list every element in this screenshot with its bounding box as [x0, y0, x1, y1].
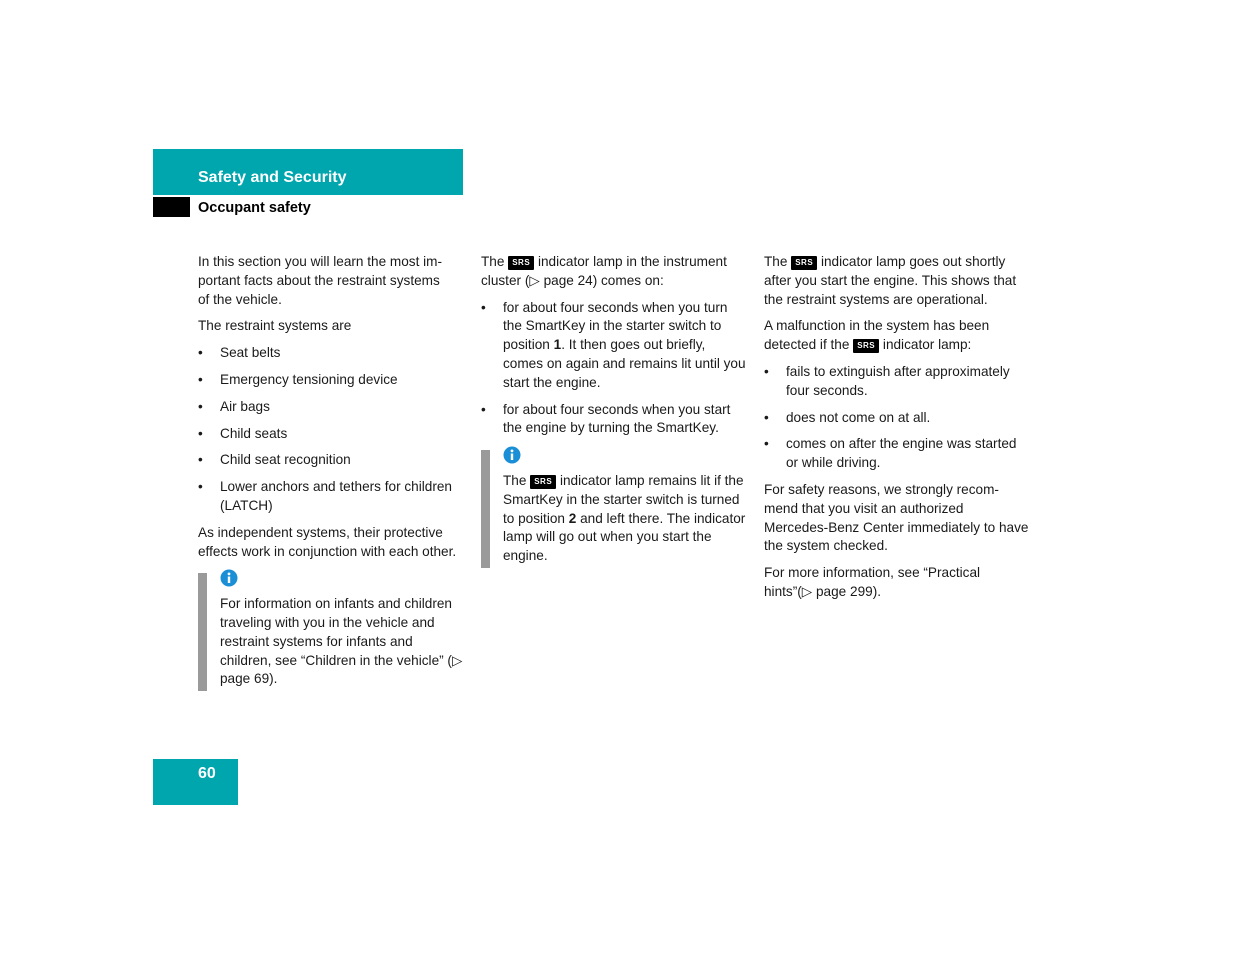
- info-note: [198, 569, 464, 689]
- srs-indicator-icon: SRS: [508, 256, 534, 270]
- page-number: 60: [198, 765, 216, 782]
- srs-off-paragraph: The SRS indicator lamp goes out shortly after you start the engine. This shows that the restraint systems are operational.: [764, 254, 1017, 307]
- list-item: • does not come on at all.: [764, 409, 931, 425]
- srs-paragraph: The SRS indicator lamp in the instrument cluster (▷ page 24) comes on:: [481, 254, 727, 288]
- info-icon: [503, 446, 747, 470]
- malfunction-list: [764, 363, 1030, 473]
- column-1: [198, 253, 464, 689]
- list-intro: The restraint systems are: [198, 318, 352, 334]
- malfunction-paragraph: A malfunction in the system has been detected if the SRS indicator lamp:: [764, 318, 990, 353]
- list-item: • for about four seconds when you start the engine by turning the SmartKey.: [481, 401, 731, 436]
- list-item: • Seat belts: [198, 345, 281, 361]
- list-item: • Emergency tensioning device: [198, 371, 398, 387]
- column-2: [481, 253, 747, 566]
- srs-indicator-icon: SRS: [791, 256, 817, 270]
- list-item: • for about four seconds when you turn the SmartKey in the starter switch to position 1. It then goes out briefly, comes on again and remains lit until you start the engine.: [481, 299, 746, 390]
- column-3: [764, 253, 1030, 610]
- section-title: Safety and Security: [198, 169, 347, 186]
- note-bar: [198, 573, 207, 691]
- list-item: • Air bags: [198, 398, 270, 414]
- srs-indicator-icon: SRS: [530, 475, 556, 489]
- info-icon: [220, 569, 464, 593]
- list-item: • Child seats: [198, 425, 288, 441]
- list-item: • fails to extinguish after approximately four seconds.: [764, 363, 1010, 398]
- srs-list: [481, 299, 747, 439]
- srs-indicator-icon: SRS: [853, 339, 879, 353]
- note-text: For information on infants and children traveling with you in the vehicle and restraint systems for infants and children, see “Children in the vehicle” (▷ page 69).: [220, 596, 463, 687]
- list-item: • comes on after the engine was started or while driving.: [764, 436, 1017, 471]
- subsection-marker: [153, 197, 190, 217]
- info-note: The SRS indicator lamp remains lit if the SmartKey in the starter switch is turned to position 2 and left there. The indicator lamp will go out when you start the engine.: [481, 446, 747, 566]
- subsection-title: Occupant safety: [198, 200, 311, 216]
- list-item: • Child seat recognition: [198, 452, 351, 468]
- safety-paragraph: For safety reasons, we strongly recom-mend that you visit an authorized Mercedes-Benz Center immediately to have the system checked.: [764, 481, 1029, 554]
- more-info-paragraph: For more information, see “Practical hints”(▷ page 299).: [764, 565, 981, 599]
- page-number-box: [153, 759, 238, 805]
- list-item: • Lower anchors and tethers for children (LATCH): [198, 479, 452, 513]
- restraint-list: [198, 344, 464, 516]
- outro-paragraph: As independent systems, their protective effects work in conjunction with each other.: [198, 524, 457, 559]
- note-bar: [481, 450, 490, 568]
- intro-paragraph: In this section you will learn the most im- portant facts about the restraint systems of the vehicle.: [198, 254, 443, 307]
